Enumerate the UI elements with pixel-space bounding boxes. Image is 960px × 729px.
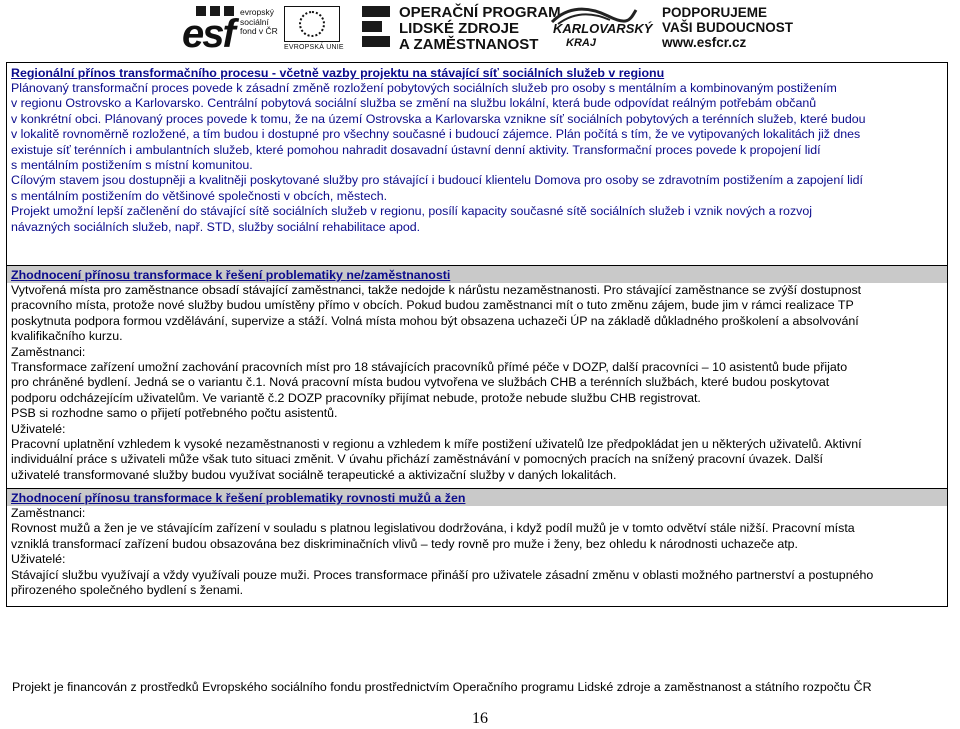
text-line: podporu odcházejícím uživatelům. Ve variantě č.2 DOZP pracovníky přijímat nebude, protože nebude službu CHB registrovat. [11, 390, 701, 405]
text-line: návazných sociálních služeb, např. STD, služby sociální rehabilitace apod. [11, 219, 421, 234]
text-line: poskytnuta podpora formou vzdělávání, supervize a stáží. Volná místa mohou být obsazena uchazeči ÚP na základě důkladného proškolení a absolvování [11, 313, 859, 328]
esf-caption-line: evropský [240, 7, 275, 17]
op-line: OPERAČNÍ PROGRAM [399, 4, 561, 21]
slogan-line: VAŠI BUDOUCNOST [662, 20, 794, 35]
op-program-icon [362, 6, 392, 48]
text-line: individuální práce s uživateli může však tuto situaci změnit. V úvahu přichází zaměstnávání v pomocných pracích na snížený pracovní úvazek. Další [11, 452, 823, 467]
eu-flag-icon [284, 6, 340, 42]
esf-caption [240, 8, 278, 60]
section-regional-benefit [7, 63, 947, 265]
text-line: uživatelé transformované služby budou využívat sociálně terapeutické a aktivizační služby v daných lokalitách. [11, 467, 617, 482]
text-line: Uživatelé: [11, 421, 66, 436]
text-line: Cílovým stavem jsou dostupněji a kvalitněji poskytované služby pro stávající i budoucí klientelu Domova pro osoby se zdravotním postižením a zapojení lidí [11, 173, 863, 188]
op-line: LIDSKÉ ZDROJE [399, 20, 520, 37]
text-line: Zaměstnanci: [11, 344, 86, 359]
text-line: pracovního místa, protože nové služby budou umístěny přímo v obcích. Pokud budou zaměstnanci mít o tuto změnu zájem, bude jim v rámci realizace TP [11, 298, 854, 313]
text-line: v lokalitě rovnoměrně rozložené, a tím budou i dostupné pro všechny současné i budoucí zájemce. Plán počítá s tím, že ve vytipovaných lokalitách již dnes [11, 127, 861, 142]
page-number: 16 [472, 710, 488, 727]
text-line: pro chráněné bydlení. Jedná se o variantu č.1. Nová pracovní místa budou vytvořena ve službách CHB a terénních službách, které budou poskytovat [11, 375, 830, 390]
text-line: existuje síť terénních i ambulantních služeb, které pomohou nahradit dosavadní ústavní denní aktivity. Transformační proces povede k propojení lidí [11, 142, 821, 157]
text-line: přirozeného společného bydlení s ženami. [11, 583, 244, 598]
section-heading [7, 489, 947, 506]
text-line: v regionu Ostrovsko a Karlovarsko. Centrální pobytová sociální služba se změní na službu lokální, která bude odpovídat reálným potřebám občanů [11, 96, 817, 111]
section-heading: Regionální přínos transformačního procesu - včetně vazby projektu na stávající síť sociálních služeb v regionu [11, 66, 665, 80]
op-bar [362, 6, 390, 17]
text-line: Projekt umožní lepší začlenění do stávající sítě sociálních služeb v regionu, posílí kapacity současné sítě sociálních služeb i vznik nových a rozvoj [11, 204, 812, 219]
text-line: v konkrétní obci. Plánovaný proces povede k tomu, že na území Ostrovska a Karlovarska vznikne síť sociálních pobytových a terénních služeb, které budou [11, 111, 866, 126]
karlovarsky-kraj-subtitle: KRAJ [566, 37, 596, 49]
op-line: A ZAMĚSTNANOST [399, 36, 539, 53]
slogan-url: www.esfcr.cz [662, 35, 747, 50]
section-heading-text: Zhodnocení přínosu transformace k řešení problematiky rovnosti mužů a žen [11, 491, 466, 505]
text-line: Plánovaný transformační proces povede k zásadní změně rozložení pobytových sociálních služeb pro osoby s mentálním a kombinovaným postižením [11, 81, 837, 95]
esf-caption-line: fond v ČR [240, 26, 278, 36]
text-line: Rovnost mužů a žen je ve stávajícím zařízení v souladu s platnou legislativou dodržována, i když podíl mužů je v tomto odvětví stále nižší. Pracovní místa [11, 521, 855, 536]
text-line: Pracovní uplatnění vzhledem k vysoké nezaměstnanosti v regionu a vzhledem k míře postižení uživatelů lze předpokládat jen u některých uživatelů. Aktivní [11, 437, 862, 452]
text-line: Uživatelé: [11, 552, 66, 567]
text-line: Zaměstnanci: [11, 506, 86, 520]
text-line: Transformace zařízení umožní zachování pracovních míst pro 18 stávajících pracovníků přímé péče v DOZP, další pracovníci – 10 asistentů bude přijato [11, 360, 848, 375]
logo-strip [0, 0, 960, 58]
slogan-line: PODPORUJEME [662, 5, 768, 20]
section-employment [7, 265, 947, 491]
section-gender-equality [7, 488, 947, 606]
esf-wordmark: esf [182, 12, 234, 56]
esf-logo [182, 6, 238, 56]
karlovarsky-kraj-title: KARLOVARSKÝ [553, 21, 653, 36]
text-line: kvalifikačního kurzu. [11, 329, 123, 344]
esf-caption-line: sociální [240, 16, 269, 27]
section-heading [7, 266, 947, 283]
op-program-title [399, 5, 561, 57]
section-heading-text: Zhodnocení přínosu transformace k řešení problematiky ne/zaměstnanosti [11, 268, 451, 282]
eu-stars-ring [299, 11, 325, 37]
support-slogan [662, 5, 793, 57]
op-bar [362, 36, 390, 47]
funding-footnote: Projekt je financován z prostředků Evropského sociálního fondu prostřednictvím Operačního programu Lidské zdroje a zaměstnanost a státního rozpočtu ČR [12, 680, 872, 694]
text-line: vzniklá transformací zařízení budou obsazována bez diskriminačních vlivů – tedy rovně pro muže i ženy, bez ohledu k národnosti uchazeče atp. [11, 536, 798, 551]
text-line: s mentálním postižením do většinové společnosti v obcích, městech. [11, 188, 388, 203]
content-table [6, 62, 948, 607]
text-line: PSB si rozhodne samo o přijetí potřebného počtu asistentů. [11, 406, 338, 421]
text-line: Stávající službu využívají a vždy využívali pouze muži. Proces transformace přináší pro uživatele zásadní změnu v oblasti možného partnerství a postupného [11, 567, 874, 582]
text-line: s mentálním postižením s místní komunitou. [11, 158, 253, 173]
eu-caption: EVROPSKÁ UNIE [284, 44, 344, 51]
text-line: Vytvořená místa pro zaměstnance obsadí stávající zaměstnanci, takže nedojde k nárůstu nezaměstnanosti. Pro stávající zaměstnance se zvýší dostupnost [11, 283, 862, 297]
op-bar [362, 21, 382, 32]
